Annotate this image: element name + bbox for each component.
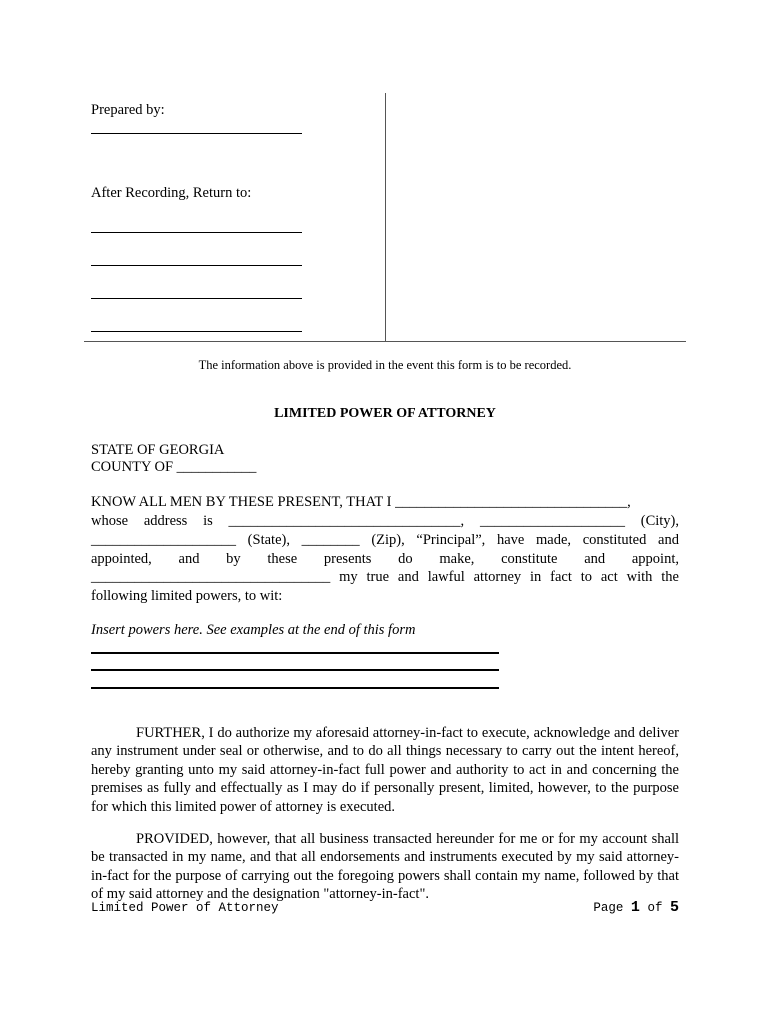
recording-divider-horizontal (84, 341, 686, 342)
page-label: Page (593, 901, 624, 915)
county-line[interactable]: COUNTY OF ___________ (91, 459, 257, 475)
to-wit-line: following limited powers, to wit: (91, 588, 283, 604)
state-line: STATE OF GEORGIA (91, 442, 225, 458)
prepared-by-line[interactable] (91, 133, 302, 134)
appointed-line: appointed, and by these presents do make, constitute and appoint, (91, 551, 679, 567)
return-to-line-2[interactable] (91, 265, 302, 266)
page-counter (593, 899, 679, 916)
powers-instruction: Insert powers here. See examples at the end of this form (91, 622, 416, 638)
return-to-line-4[interactable] (91, 331, 302, 332)
attorney-name-line[interactable]: _________________________________ my true and lawful attorney in fact to act with the (91, 569, 679, 585)
address-line[interactable]: whose address is ________________________________, ____________________ (City), (91, 513, 679, 529)
return-to-line-1[interactable] (91, 232, 302, 233)
recording-notice: The information above is provided in the event this form is to be recorded. (198, 358, 572, 372)
further-paragraph: FURTHER, I do authorize my aforesaid attorney-in-fact to execute, acknowledge and deliver any instrument under seal or otherwise, and to do all things necessary to carry out the intent hereof, hereby granting unto my said attorney-in-fact full power and authority to act in and concerning the premises as fully and effectually as I may do if personally present, limited, however, to the purpose for which this limited power of attorney is executed. (91, 725, 679, 815)
prepared-by-label: Prepared by: (91, 102, 165, 118)
powers-line-1[interactable] (91, 652, 499, 654)
principal-name-line[interactable]: KNOW ALL MEN BY THESE PRESENT, THAT I ________________________________, (91, 494, 631, 510)
footer-title: Limited Power of Attorney (91, 901, 279, 915)
of-label: of (647, 901, 663, 915)
page-total: 5 (669, 899, 679, 916)
return-to-line-3[interactable] (91, 298, 302, 299)
powers-line-3[interactable] (91, 687, 499, 689)
powers-line-2[interactable] (91, 669, 499, 671)
after-recording-label: After Recording, Return to: (91, 185, 252, 201)
document-title: LIMITED POWER OF ATTORNEY (274, 406, 496, 421)
page-number: 1 (630, 899, 640, 916)
provided-paragraph: PROVIDED, however, that all business transacted hereunder for me or for my account shall be transacted in my name, and that all endorsements and instruments executed by my said attorney-in-fact for the purpose of carrying out the foregoing powers shall contain my name, followed by that of my said attorney and the designation "attorney-in-fact". (91, 831, 679, 903)
state-zip-line[interactable]: ____________________ (State), ________ (Zip), “Principal”, have made, constituted and (91, 532, 679, 548)
recording-divider-vertical (385, 93, 386, 341)
